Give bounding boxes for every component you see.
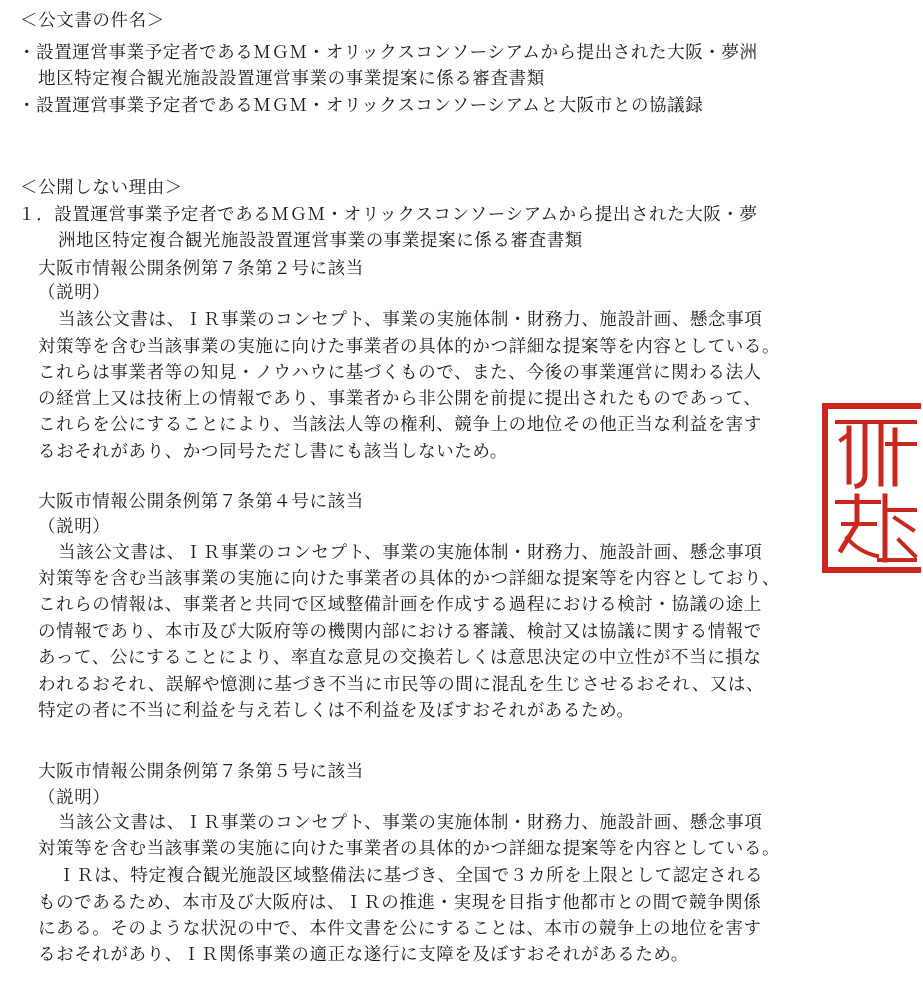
- reasons-item-line-2: 洲地区特定複合観光施設設置運営事業の事業提案に係る審査書類: [58, 231, 583, 251]
- section-1-line: 当該公文書は、ＩＲ事業のコンセプト、事業の実施体制・財務力、施設計画、懸念事項: [58, 310, 763, 330]
- subject-item-1-line-2: 地区特定複合観光施設設置運営事業の事業提案に係る審査書類: [38, 69, 545, 89]
- section-1-line: の経営上又は技術上の情報であり、事業者から非公開を前提に提出されたものであって、: [38, 389, 762, 409]
- section-1-line: これらは事業者等の知見・ノウハウに基づくもので、また、今後の事業運営に関わる法人: [38, 363, 762, 383]
- subject-heading: ＜公文書の件名＞: [20, 11, 165, 31]
- section-2-title: 大阪市情報公開条例第７条第４号に該当: [38, 492, 364, 512]
- section-3-label: （説明）: [38, 788, 111, 808]
- section-3-line: るおそれがあり、ＩＲ関係事業の適正な遂行に支障を及ぼすおそれがあるため。: [38, 945, 689, 965]
- section-1-line: 対策等を含む当該事業の実施に向けた事業者の具体的かつ詳細な提案等を内容としている。: [38, 337, 781, 357]
- reasons-item-line-1: １．設置運営事業予定者であるＭＧＭ・オリックスコンソーシアムから提出された大阪・夢: [18, 205, 758, 225]
- subject-item-1-line-1: ・設置運営事業予定者であるＭＧＭ・オリックスコンソーシアムから提出された大阪・夢洲: [18, 43, 758, 63]
- section-1-label: （説明）: [38, 283, 111, 303]
- section-1-line: これらを公にすることにより、当該法人等の権利、競争上の地位その他正当な利益を害す: [38, 415, 762, 435]
- section-1-title: 大阪市情報公開条例第７条第２号に該当: [38, 259, 364, 279]
- section-3-line: 当該公文書は、ＩＲ事業のコンセプト、事業の実施体制・財務力、施設計画、懸念事項: [58, 813, 763, 833]
- section-2-line: 当該公文書は、ＩＲ事業のコンセプト、事業の実施体制・財務力、施設計画、懸念事項: [58, 543, 763, 563]
- section-1-line: るおそれがあり、かつ同号ただし書にも該当しないため。: [38, 442, 508, 462]
- section-2-line: あって、公にすることにより、率直な意見の交換若しくは意思決定の中立性が不当に損な: [38, 648, 762, 668]
- subject-item-2: ・設置運営事業予定者であるＭＧＭ・オリックスコンソーシアムと大阪市との協議録: [18, 96, 704, 116]
- official-seal-stamp: [819, 400, 921, 576]
- reasons-heading: ＜公開しない理由＞: [20, 178, 183, 198]
- section-2-line: 特定の者に不当に利益を与え若しくは不利益を及ぼすおそれがあるため。: [38, 701, 635, 721]
- section-3-line: ＩＲは、特定複合観光施設区域整備法に基づき、全国で３カ所を上限として認定される: [58, 866, 764, 886]
- section-2-line: の情報であり、本市及び大阪府等の機関内部における審議、検討又は協議に関する情報で: [38, 622, 762, 642]
- section-2-label: （説明）: [38, 517, 111, 537]
- section-2-line: これらの情報は、事業者と共同で区域整備計画を作成する過程における検討・協議の途上: [38, 595, 762, 615]
- section-2-line: 対策等を含む当該事業の実施に向けた事業者の具体的かつ詳細な提案等を内容としており、: [38, 569, 781, 589]
- section-2-line: われるおそれ、誤解や憶測に基づき不当に市民等の間に混乱を生じさせるおそれ、又は、: [38, 675, 765, 695]
- section-3-title: 大阪市情報公開条例第７条第５号に該当: [38, 762, 364, 782]
- section-3-line: にある。そのような状況の中で、本件文書を公にすることは、本市の競争上の地位を害す: [38, 919, 762, 939]
- section-3-line: ものであるため、本市及び大阪府は、ＩＲの推進・実現を目指す他都市との間で競争関係: [38, 893, 762, 913]
- section-3-line: 対策等を含む当該事業の実施に向けた事業者の具体的かつ詳細な提案等を内容としている。: [38, 839, 781, 859]
